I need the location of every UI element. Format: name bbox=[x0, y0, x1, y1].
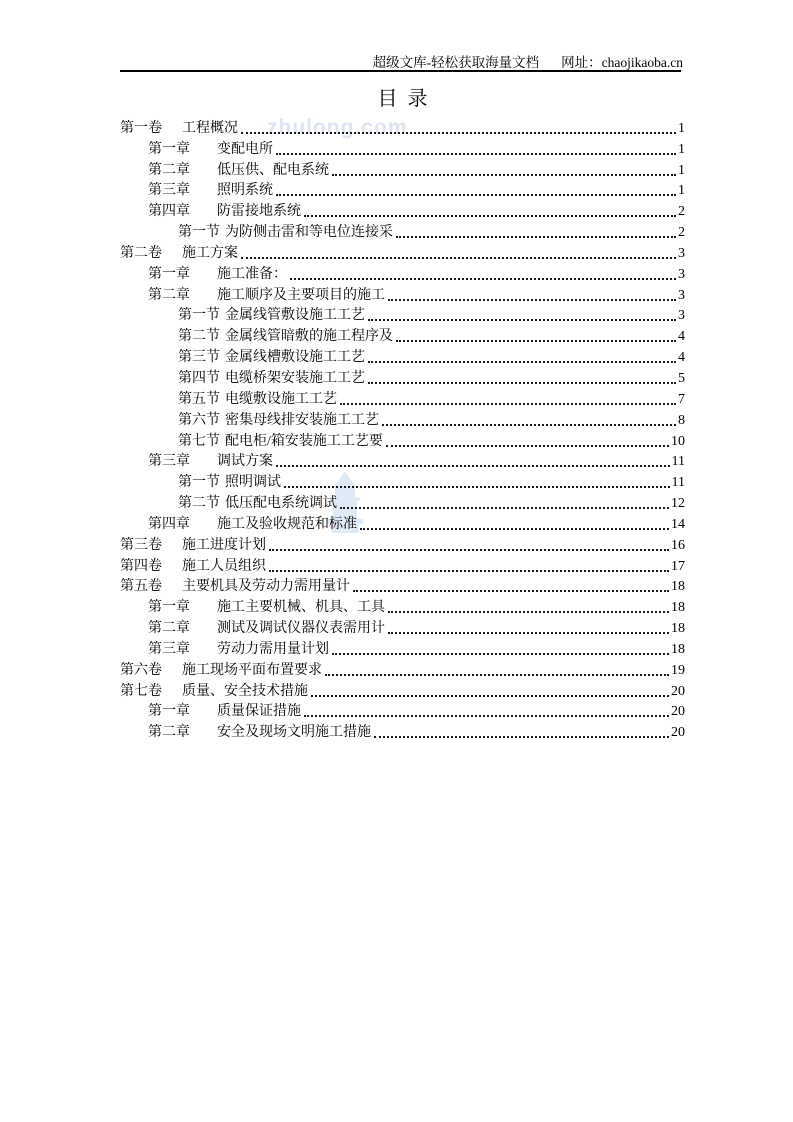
toc-entry bbox=[120, 117, 685, 138]
toc-entry-title: 施工现场平面布置要求 bbox=[182, 662, 322, 678]
toc-entry-title: 照明系统 bbox=[217, 183, 273, 199]
header-url: chaojikaoba.cn bbox=[601, 55, 683, 70]
toc-entry-title: 变配电所 bbox=[217, 141, 273, 157]
toc-entry-title: 金属线管暗敷的施工程序及 bbox=[225, 329, 393, 345]
toc-entry-title: 为防侧击雷和等电位连接采 bbox=[225, 225, 393, 241]
toc-entry-page: 1 bbox=[678, 120, 685, 136]
toc-entry-page: 3 bbox=[678, 308, 685, 324]
dot-leader bbox=[388, 611, 669, 613]
toc-entry-label: 第一章 bbox=[148, 600, 190, 616]
dot-leader bbox=[396, 340, 676, 342]
header-url-label: 网址： bbox=[561, 55, 602, 70]
toc-entry-page: 4 bbox=[678, 350, 685, 366]
toc-entry bbox=[120, 555, 685, 576]
toc-entry-page: 14 bbox=[671, 516, 685, 532]
toc-entry bbox=[120, 513, 685, 534]
dot-leader bbox=[382, 424, 676, 426]
toc-entry-title: 配电柜/箱安装施工工艺要 bbox=[225, 433, 383, 449]
toc-entry-title: 施工进度计划 bbox=[182, 537, 266, 553]
toc-entry-title: 低压配电系统调试 bbox=[225, 496, 337, 512]
toc-entry-label: 第四卷 bbox=[120, 558, 162, 574]
page-header bbox=[120, 51, 683, 71]
toc-entry bbox=[120, 263, 685, 284]
toc-entry-label: 第三节 bbox=[178, 350, 220, 366]
toc-entry-page: 18 bbox=[671, 600, 685, 616]
toc-entry bbox=[120, 680, 685, 701]
toc-entry-page: 1 bbox=[678, 141, 685, 157]
toc-entry-label: 第三卷 bbox=[120, 537, 162, 553]
dot-leader bbox=[325, 674, 669, 676]
toc-entry-title: 金属线管敷设施工工艺 bbox=[225, 308, 365, 324]
dot-leader bbox=[360, 528, 669, 530]
toc-entry-page: 16 bbox=[671, 537, 685, 553]
dot-leader bbox=[241, 257, 676, 259]
toc-entry-page: 17 bbox=[671, 558, 685, 574]
toc-entry bbox=[120, 430, 685, 451]
toc-entry-title: 防雷接地系统 bbox=[217, 204, 301, 220]
toc-entry-label: 第二章 bbox=[148, 621, 190, 637]
header-rule bbox=[120, 70, 681, 72]
toc-entry-label: 第六节 bbox=[178, 412, 220, 428]
toc-entry-label: 第七卷 bbox=[120, 683, 162, 699]
toc-entry-page: 8 bbox=[678, 412, 685, 428]
toc-entry-title: 主要机具及劳动力需用量计 bbox=[182, 579, 350, 595]
toc-entry-label: 第一节 bbox=[178, 475, 220, 491]
toc-entry-page: 2 bbox=[678, 204, 685, 220]
dot-leader bbox=[269, 570, 669, 572]
toc-entry-title: 安全及现场文明施工措施 bbox=[217, 725, 371, 741]
toc-entry-label: 第二卷 bbox=[120, 245, 162, 261]
toc-entry bbox=[120, 721, 685, 742]
toc-entry bbox=[120, 659, 685, 680]
toc-entry bbox=[120, 451, 685, 472]
header-site-text: 超级文库-轻松获取海量文档 bbox=[372, 55, 540, 70]
toc-entry-title: 测试及调试仪器仪表需用计 bbox=[217, 621, 385, 637]
dot-leader bbox=[332, 174, 676, 176]
toc-entry-title: 工程概况 bbox=[182, 120, 238, 136]
toc-entry-page: 19 bbox=[671, 662, 685, 678]
toc-entry-page: 18 bbox=[671, 641, 685, 657]
dot-leader bbox=[368, 361, 676, 363]
toc-entry-page: 11 bbox=[671, 454, 685, 470]
dot-leader bbox=[368, 382, 676, 384]
toc-entry-label: 第七节 bbox=[178, 433, 220, 449]
toc-entry-label: 第一章 bbox=[148, 266, 190, 282]
toc-entry-title: 劳动力需用量计划 bbox=[217, 641, 329, 657]
dot-leader bbox=[304, 215, 676, 217]
toc-entry-label: 第五卷 bbox=[120, 579, 162, 595]
toc-entry-label: 第四章 bbox=[148, 204, 190, 220]
toc-entry bbox=[120, 576, 685, 597]
toc-entry-title: 电缆桥架安装施工工艺 bbox=[225, 370, 365, 386]
toc-entry-label: 第一卷 bbox=[120, 120, 162, 136]
toc-entry-page: 4 bbox=[678, 329, 685, 345]
dot-leader bbox=[340, 507, 669, 509]
toc-entry bbox=[120, 180, 685, 201]
toc-entry-label: 第三章 bbox=[148, 454, 190, 470]
toc-entry-page: 3 bbox=[678, 287, 685, 303]
toc-entry-title: 质量、安全技术措施 bbox=[182, 683, 308, 699]
toc-entry-page: 18 bbox=[671, 579, 685, 595]
toc-entry bbox=[120, 138, 685, 159]
toc-entry-title: 照明调试 bbox=[225, 475, 281, 491]
toc-entry-label: 第二章 bbox=[148, 162, 190, 178]
toc-entry bbox=[120, 638, 685, 659]
dot-leader bbox=[276, 465, 670, 467]
toc-entry-page: 1 bbox=[678, 162, 685, 178]
toc-entry-page: 12 bbox=[671, 496, 685, 512]
toc-list bbox=[120, 117, 685, 742]
toc-entry-page: 20 bbox=[671, 725, 685, 741]
toc-entry bbox=[120, 325, 685, 346]
toc-entry-page: 1 bbox=[678, 183, 685, 199]
toc-entry-label: 第一章 bbox=[148, 704, 190, 720]
toc-entry-label: 第一章 bbox=[148, 141, 190, 157]
toc-entry-label: 第二节 bbox=[178, 496, 220, 512]
toc-entry bbox=[120, 367, 685, 388]
toc-entry bbox=[120, 388, 685, 409]
dot-leader bbox=[353, 590, 669, 592]
dot-leader bbox=[276, 194, 676, 196]
toc-entry-title: 金属线槽敷设施工工艺 bbox=[225, 350, 365, 366]
toc-entry-label: 第五节 bbox=[178, 391, 220, 407]
toc-entry-label: 第一节 bbox=[178, 308, 220, 324]
dot-leader bbox=[311, 695, 669, 697]
toc-entry-label: 第六卷 bbox=[120, 662, 162, 678]
toc-entry bbox=[120, 617, 685, 638]
toc-entry bbox=[120, 305, 685, 326]
dot-leader bbox=[276, 153, 676, 155]
toc-entry-page: 11 bbox=[671, 475, 685, 491]
toc-entry-page: 3 bbox=[678, 266, 685, 282]
dot-leader bbox=[396, 236, 676, 238]
toc-entry-page: 18 bbox=[671, 621, 685, 637]
toc-entry-title: 电缆敷设施工工艺 bbox=[225, 391, 337, 407]
toc-entry-page: 3 bbox=[678, 245, 685, 261]
toc-entry bbox=[120, 221, 685, 242]
dot-leader bbox=[388, 632, 669, 634]
toc-entry-label: 第三章 bbox=[148, 183, 190, 199]
toc-entry-label: 第二章 bbox=[148, 287, 190, 303]
dot-leader bbox=[269, 549, 669, 551]
toc-entry bbox=[120, 471, 685, 492]
dot-leader bbox=[284, 486, 670, 488]
toc-entry bbox=[120, 346, 685, 367]
toc-entry-page: 20 bbox=[671, 704, 685, 720]
toc-entry bbox=[120, 701, 685, 722]
toc-entry bbox=[120, 242, 685, 263]
toc-entry-title: 质量保证措施 bbox=[217, 704, 301, 720]
dot-leader bbox=[290, 278, 676, 280]
toc-entry-page: 7 bbox=[678, 391, 685, 407]
toc-entry-title: 调试方案 bbox=[217, 454, 273, 470]
watermark-text: zhulong.com bbox=[267, 116, 408, 139]
dot-leader bbox=[368, 319, 676, 321]
dot-leader bbox=[386, 445, 669, 447]
toc-entry-label: 第一节 bbox=[178, 225, 220, 241]
toc-entry bbox=[120, 596, 685, 617]
dot-leader bbox=[374, 736, 669, 738]
toc-entry-title: 施工及验收规范和标准 bbox=[217, 516, 357, 532]
dot-leader bbox=[388, 299, 676, 301]
toc-entry-title: 施工主要机械、机具、工具 bbox=[217, 600, 385, 616]
toc-entry-title: 施工人员组织 bbox=[182, 558, 266, 574]
page-title: 目 录 bbox=[377, 88, 428, 110]
dot-leader bbox=[304, 715, 669, 717]
toc-entry-label: 第四节 bbox=[178, 370, 220, 386]
toc-entry-label: 第四章 bbox=[148, 516, 190, 532]
toc-entry-title: 密集母线排安装施工工艺 bbox=[225, 412, 379, 428]
toc-entry-label: 第二节 bbox=[178, 329, 220, 345]
dot-leader bbox=[332, 653, 669, 655]
toc-entry-page: 2 bbox=[678, 225, 685, 241]
toc-entry-label: 第二章 bbox=[148, 725, 190, 741]
dot-leader bbox=[241, 132, 676, 134]
toc-entry-page: 20 bbox=[671, 683, 685, 699]
toc-entry-page: 5 bbox=[678, 370, 685, 386]
toc-entry-title: 施工顺序及主要项目的施工 bbox=[217, 287, 385, 303]
toc-entry bbox=[120, 159, 685, 180]
toc-entry-page: 10 bbox=[671, 433, 685, 449]
toc-entry bbox=[120, 492, 685, 513]
dot-leader bbox=[340, 403, 676, 405]
toc-entry bbox=[120, 534, 685, 555]
toc-entry-title: 施工方案 bbox=[182, 245, 238, 261]
toc-entry bbox=[120, 200, 685, 221]
toc-entry bbox=[120, 409, 685, 430]
toc-entry-title: 施工准备： bbox=[217, 266, 287, 282]
toc-entry-title: 低压供、配电系统 bbox=[217, 162, 329, 178]
toc-entry bbox=[120, 284, 685, 305]
toc-entry-label: 第三章 bbox=[148, 641, 190, 657]
